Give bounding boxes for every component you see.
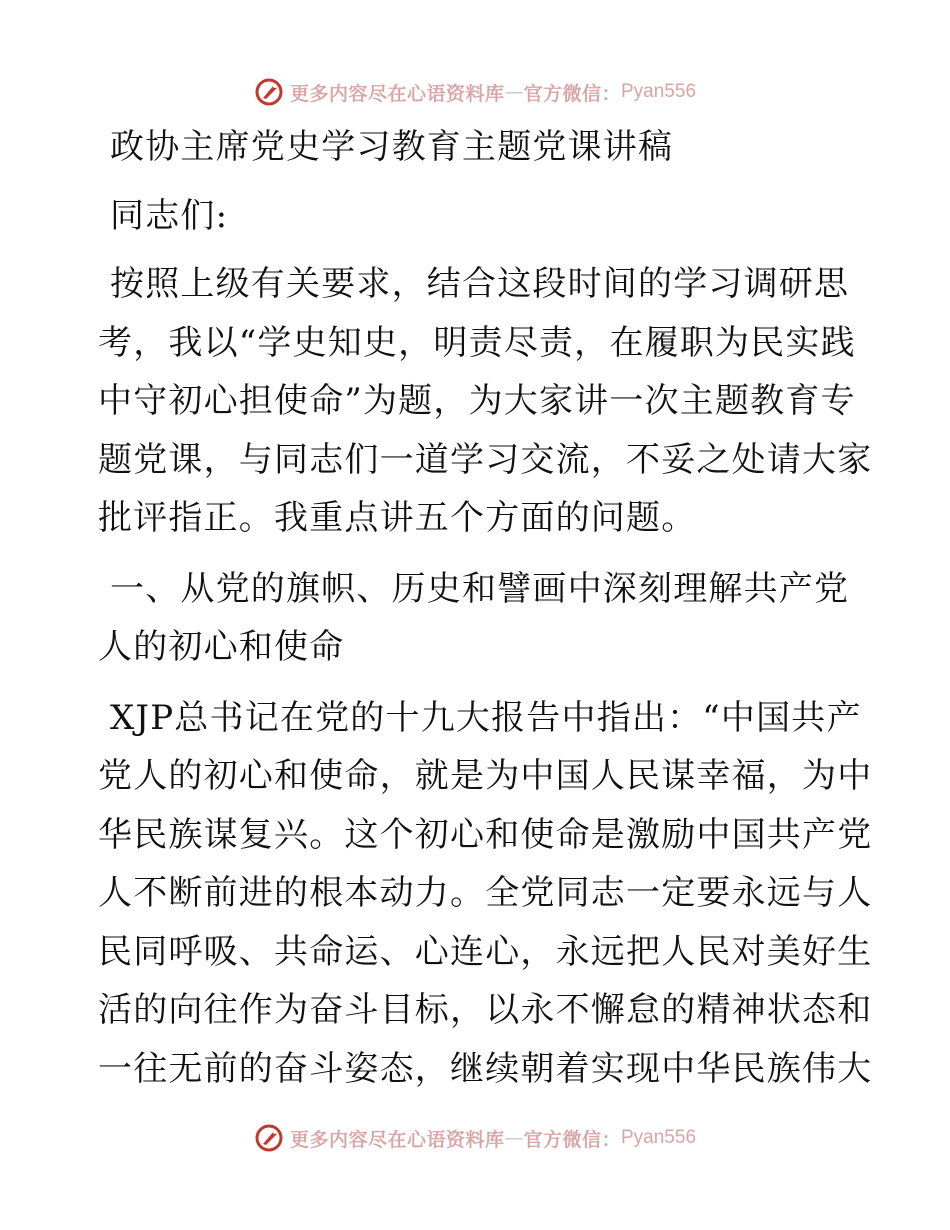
paragraph-line: 民同呼吸、共命运、心连心，永远把人民对美好生 — [98, 931, 873, 972]
pen-nib-circle-icon — [254, 77, 284, 107]
heading-line: 人的初心和使命 — [98, 627, 345, 667]
paragraph-line: 人不断前进的根本动力。全党同志一定要永远与人 — [98, 873, 873, 913]
watermark-wechat-label: 官方微信： — [523, 82, 621, 105]
watermark-wechat-id: Pyan556 — [621, 81, 697, 102]
section-heading-1 — [98, 560, 858, 677]
heading-line: 一、从党的旗帜、历史和譬画中深刻理解共产党 — [110, 568, 850, 609]
watermark-separator: — — [504, 81, 524, 103]
paragraph-line: XJP总书记在党的十九大报告中指出：“中国共产 — [110, 697, 862, 738]
paragraph-line: 考，我以“学史知史，明责尽责，在履职为民实践 — [98, 322, 856, 363]
paragraph-line: 华民族谋复兴。这个初心和使命是激励中国共产党 — [98, 814, 873, 855]
paragraph-line: 党人的初心和使命，就是为中国人民谋幸福，为中 — [98, 756, 873, 796]
paragraph-section-1 — [98, 689, 873, 1099]
watermark-brand: 更多内容尽在心语资料库 — [289, 82, 505, 105]
paragraph-line: 按照上级有关要求，结合这段时间的学习调研思 — [110, 264, 850, 304]
watermark-wechat-label: 官方微信： — [523, 1128, 621, 1151]
paragraph-line: 中守初心担使命”为题，为大家讲一次主题教育专 — [98, 381, 856, 421]
document-title: 政协主席党史学习教育主题党课讲稿 — [110, 127, 674, 167]
header-watermark — [0, 72, 950, 112]
watermark-wechat-id: Pyan556 — [621, 1127, 697, 1148]
document-body — [98, 118, 873, 1098]
paragraph-line: 题党课，与同志们一道学习交流，不妥之处请大家 — [98, 439, 873, 480]
paragraph-intro — [98, 255, 873, 548]
pen-nib-circle-icon — [254, 1123, 284, 1153]
watermark-brand: 更多内容尽在心语资料库 — [289, 1128, 505, 1151]
paragraph-line: 批评指正。我重点讲五个方面的问题。 — [98, 498, 697, 538]
footer-watermark — [0, 1118, 950, 1158]
watermark-separator: — — [504, 1127, 524, 1149]
paragraph-line: 活的向往作为奋斗目标，以永不懈怠的精神状态和 — [98, 990, 873, 1030]
salutation: 同志们: — [110, 195, 229, 236]
paragraph-line: 一往无前的奋斗姿态，继续朝着实现中华民族伟大 — [98, 1048, 873, 1089]
